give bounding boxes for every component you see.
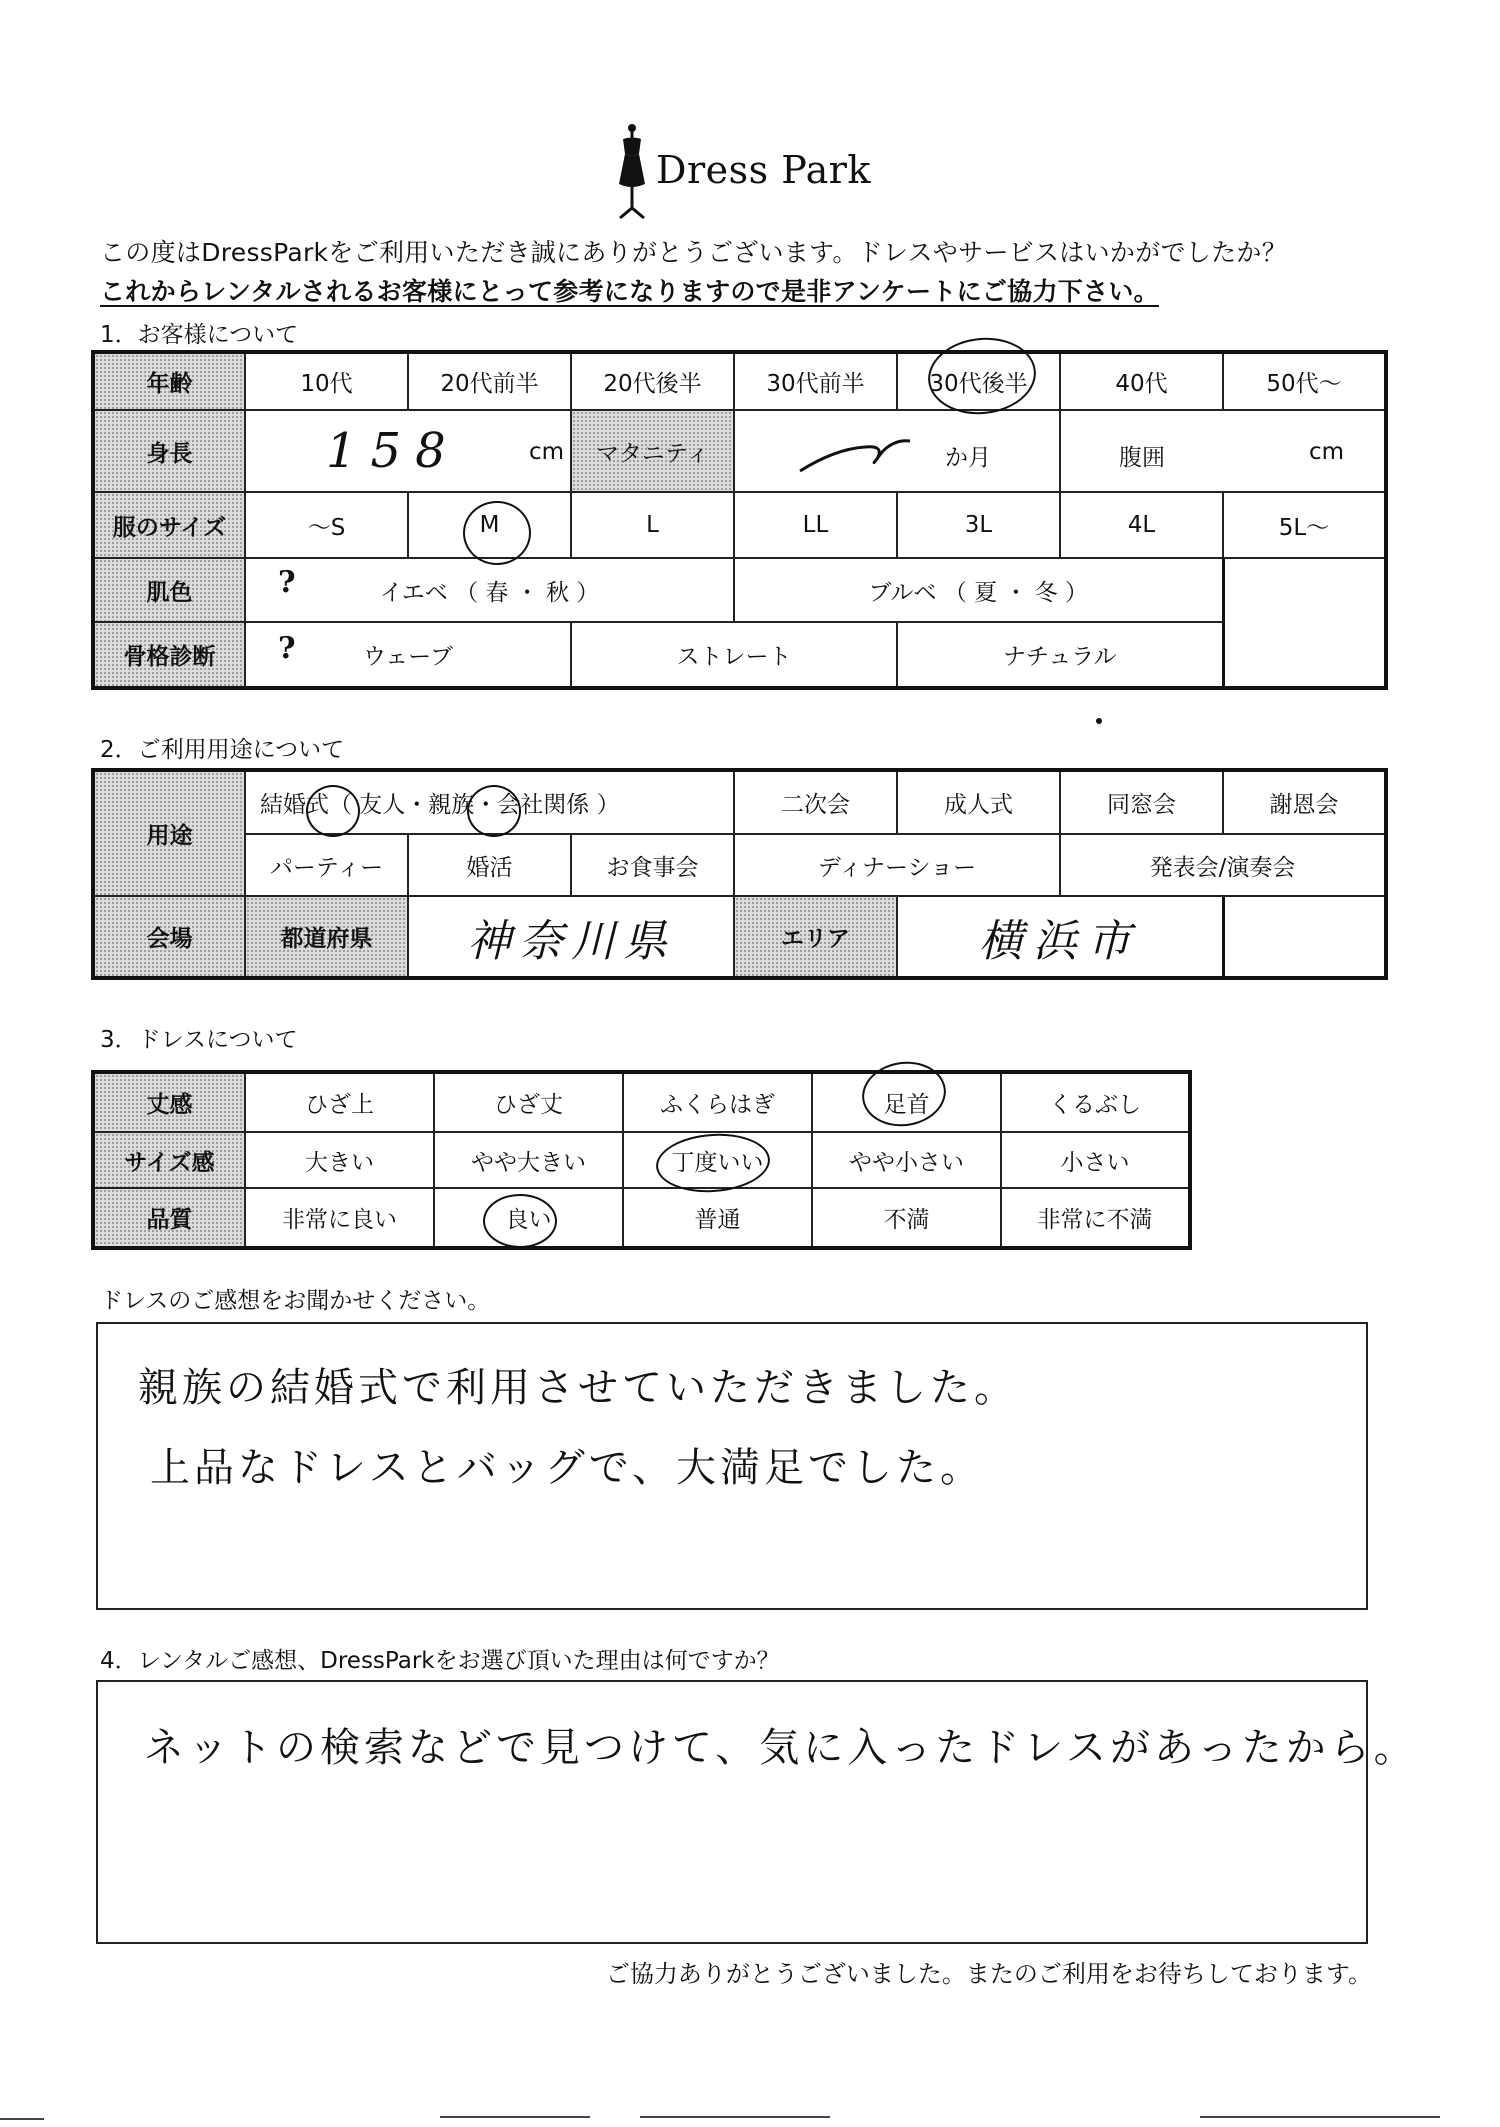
fit-label: サイズ感 <box>93 1132 245 1188</box>
usage-label: 用途 <box>93 770 245 896</box>
size-option-selected[interactable]: M <box>408 492 571 558</box>
comment-line: 上品なドレスとバッグで、大満足でした。 <box>150 1445 984 1491</box>
usage-option[interactable]: お食事会 <box>571 834 734 896</box>
scan-edge-line <box>1200 2116 1440 2118</box>
length-option[interactable]: ふくらはぎ <box>623 1072 812 1132</box>
reason-answer-box[interactable] <box>96 1680 1418 1944</box>
section3-title: 3．ドレスについて <box>100 1027 298 1053</box>
height-value: 158 <box>326 423 460 479</box>
usage-option[interactable]: 成人式 <box>897 770 1060 834</box>
blank-cell <box>1223 896 1386 978</box>
age-option[interactable]: 50代～ <box>1223 352 1386 410</box>
dress-form-icon <box>612 122 652 222</box>
usage-option[interactable]: 二次会 <box>734 770 897 834</box>
usage-option[interactable]: パーティー <box>245 834 408 896</box>
prefecture-value[interactable]: 神奈川県 <box>408 896 734 978</box>
waist-field[interactable] <box>1060 410 1386 492</box>
usage-option[interactable]: 同窓会 <box>1060 770 1223 834</box>
wedding-selection-circle <box>306 785 360 837</box>
dresspark-logo <box>612 122 872 222</box>
brand-name: Dress Park <box>656 148 871 192</box>
relatives-selection-circle <box>467 785 521 837</box>
quality-label: 品質 <box>93 1188 245 1248</box>
usage-wedding-detail: （ 友人・親族・会社関係 ） <box>329 792 620 818</box>
waist-label: 腹囲 <box>1119 445 1165 471</box>
size-option[interactable]: L <box>571 492 734 558</box>
intro-text: この度はDressParkをご利用いただき誠にありがとうございます。ドレスやサービスはいかがでしたか？ <box>100 238 1287 267</box>
length-label: 丈感 <box>93 1072 245 1132</box>
age-option[interactable]: 30代前半 <box>734 352 897 410</box>
size-option[interactable]: 5L～ <box>1223 492 1386 558</box>
blank-dash-mark <box>795 429 915 479</box>
height-label: 身長 <box>93 410 245 492</box>
fit-option[interactable]: やや小さい <box>812 1132 1001 1188</box>
dress-table <box>91 1070 1192 1250</box>
size-option[interactable]: 4L <box>1060 492 1223 558</box>
blank-cell <box>1223 622 1386 688</box>
maternity-label: マタニティ <box>571 410 734 492</box>
size-selection-circle <box>463 501 531 565</box>
age-option[interactable]: 10代 <box>245 352 408 410</box>
scan-edge-line <box>440 2116 590 2118</box>
length-option[interactable]: ひざ丈 <box>434 1072 623 1132</box>
usage-table <box>91 768 1388 980</box>
quality-option[interactable]: 不満 <box>812 1188 1001 1248</box>
comment-prompt: ドレスのご感想をお聞かせください。 <box>100 1288 491 1314</box>
maternity-field[interactable] <box>734 410 1060 492</box>
customer-table <box>91 350 1388 690</box>
fit-option[interactable]: 小さい <box>1001 1132 1190 1188</box>
skin-yellow-text: イエベ （ 春 ・ 秋 ） <box>379 579 600 606</box>
size-label: 服のサイズ <box>93 492 245 558</box>
frame-wave-option[interactable] <box>245 622 571 688</box>
area-label: エリア <box>734 896 897 978</box>
fit-option[interactable]: 大きい <box>245 1132 434 1188</box>
length-option[interactable]: くるぶし <box>1001 1072 1190 1132</box>
age-option-selected[interactable]: 30代後半 <box>897 352 1060 410</box>
area-value[interactable]: 横浜市 <box>897 896 1223 978</box>
quality-option[interactable]: 普通 <box>623 1188 812 1248</box>
length-option-selected[interactable]: 足首 <box>812 1072 1001 1132</box>
usage-wedding-main: 結婚式 <box>260 792 329 818</box>
question-mark: ? <box>278 631 296 666</box>
usage-option[interactable]: ディナーショー <box>734 834 1060 896</box>
frame-natural-option[interactable]: ナチュラル <box>897 622 1223 688</box>
comment-line: 親族の結婚式で利用させていただきました。 <box>138 1365 1018 1411</box>
frame-label: 骨格診断 <box>93 622 245 688</box>
quality-selection-circle <box>483 1194 557 1248</box>
height-field[interactable] <box>245 410 571 492</box>
age-label: 年齢 <box>93 352 245 410</box>
skin-yellow-option[interactable] <box>245 558 734 622</box>
venue-label: 会場 <box>93 896 245 978</box>
scan-edge-line <box>640 2116 830 2118</box>
intro-request: これからレンタルされるお客様にとって参考になりますので是非アンケートにご協力下さい。 <box>100 277 1159 306</box>
usage-option[interactable]: 婚活 <box>408 834 571 896</box>
fit-option-selected[interactable]: 丁度いい <box>623 1132 812 1188</box>
scan-edge-line <box>0 2118 44 2120</box>
frame-straight-option[interactable]: ストレート <box>571 622 897 688</box>
question-mark: ? <box>278 565 296 600</box>
size-option[interactable]: ～S <box>245 492 408 558</box>
stray-dot <box>1096 718 1102 724</box>
quality-option-selected[interactable]: 良い <box>434 1188 623 1248</box>
dress-comment-box[interactable] <box>96 1322 1368 1610</box>
skin-blue-option[interactable]: ブルベ （ 夏 ・ 冬 ） <box>734 558 1223 622</box>
section1-title: 1．お客様について <box>100 322 299 348</box>
frame-wave-text: ウェーブ <box>363 644 453 670</box>
size-option[interactable]: 3L <box>897 492 1060 558</box>
fit-option[interactable]: やや大きい <box>434 1132 623 1188</box>
quality-option[interactable]: 非常に良い <box>245 1188 434 1248</box>
age-option[interactable]: 20代後半 <box>571 352 734 410</box>
blank-cell <box>1223 558 1386 622</box>
footer-thanks: ご協力ありがとうございました。またのご利用をお待ちしております。 <box>605 1960 1372 1988</box>
section2-title: 2．ご利用用途について <box>100 737 345 763</box>
usage-option[interactable]: 発表会/演奏会 <box>1060 834 1386 896</box>
maternity-unit: か月 <box>945 445 991 471</box>
skin-label: 肌色 <box>93 558 245 622</box>
height-unit: cm <box>528 439 564 465</box>
usage-option[interactable]: 謝恩会 <box>1223 770 1386 834</box>
waist-unit: cm <box>1309 439 1345 465</box>
size-option[interactable]: LL <box>734 492 897 558</box>
quality-option[interactable]: 非常に不満 <box>1001 1188 1190 1248</box>
section4-title: 4．レンタルご感想、DressParkをお選び頂いた理由は何ですか？ <box>100 1648 780 1674</box>
reason-answer-text: ネットの検索などで見つけて、気に入ったドレスがあったから。 <box>144 1725 1418 1771</box>
age-option[interactable]: 20代前半 <box>408 352 571 410</box>
length-option[interactable]: ひざ上 <box>245 1072 434 1132</box>
age-option[interactable]: 40代 <box>1060 352 1223 410</box>
prefecture-label: 都道府県 <box>245 896 408 978</box>
